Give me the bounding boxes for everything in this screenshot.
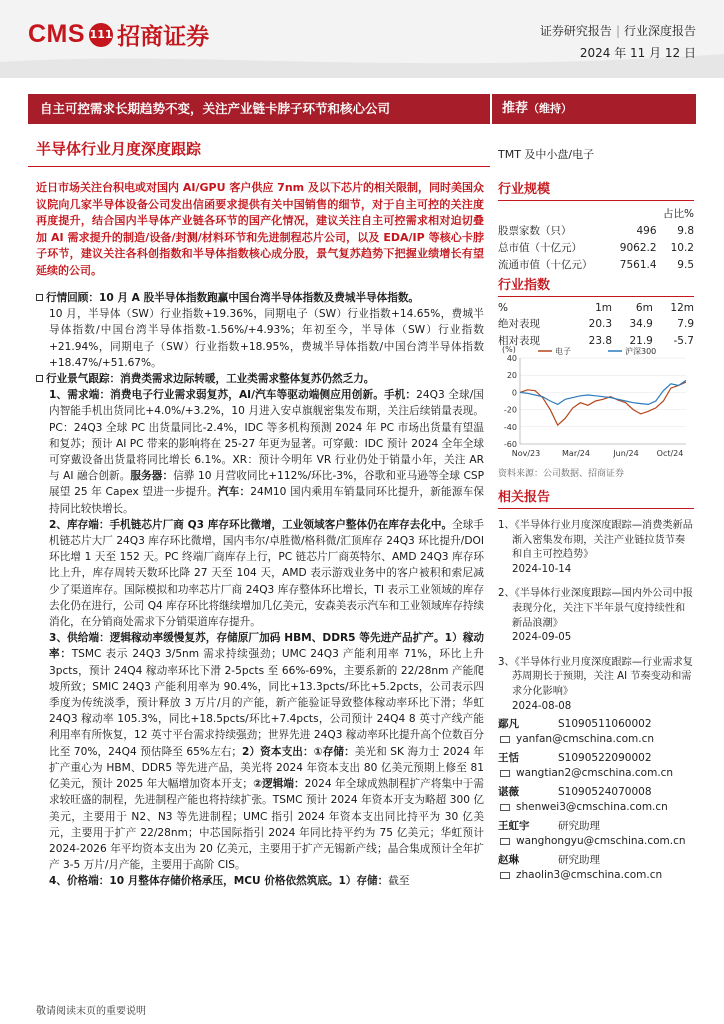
related-report-date: 2024-09-05 (512, 632, 572, 644)
analyst-entry (498, 853, 694, 883)
analyst-entry (498, 819, 694, 849)
index-header: % (498, 302, 508, 314)
scale-value: 7561.4 (619, 258, 657, 271)
square-bullet-icon (36, 294, 43, 301)
supply-paragraph (36, 630, 484, 873)
table-row (498, 315, 694, 332)
logo-mark-icon: 111 (89, 23, 113, 47)
analyst-entry (498, 717, 694, 747)
related-report-text: 2、《半导体行业深度跟踪—国内外公司中报表现分化，关注下半年景气度持续性和新品浪潮》 (498, 588, 693, 629)
related-report-text: 1、《半导体行业月度深度跟踪—消费类新品渐入密集发布期，关注产业链拉货节奏和自主可控趋势》 (498, 520, 693, 561)
index-label: 绝对表现 (498, 318, 540, 330)
table-row (498, 256, 694, 273)
table-header-row (498, 205, 694, 222)
section-market-review-text: 10 月，半导体（SW）行业指数+19.36%，同期电子（SW）行业指数+14.65%，费城半导体指数/中国台湾半导体指数-1.56%/+4.93%；年初至今，半导体（SW）行业指数+21.94%，同期电子（SW）行业指数+18.95%，费城半导体指数/中国台湾半导体指数+18.47%/+51.67%。 (49, 308, 484, 369)
chart-xtick-label: Jun/24 (613, 449, 639, 458)
capex-label: 2）资本支出：①存储： (242, 745, 355, 758)
chart-ylabel: (%) (502, 345, 516, 354)
inventory-head: 2、库存端：手机链芯片厂商 Q3 库存环比微增，工业领域客户整体仍在库存去化中。 (49, 518, 453, 531)
chart-series-line-0 (520, 382, 686, 425)
analyst-email[interactable]: yanfan@cmschina.com.cn (516, 733, 655, 745)
logo-cms-text: CMS (28, 20, 86, 48)
mail-icon (500, 872, 510, 879)
industry-scale (498, 178, 694, 273)
summary-paragraph: 近日市场关注台积电或对国内 AI/GPU 客户供应 7nm 及以下芯片的相关限制，同时美国众议院向几家半导体设备公司发出信函要求提供有关中国销售的细节，对于自主可控的关注度再度提升，结合国内半导体产业链各环节的国产化情况，建议关注自主可控需求相对迫切叠加 AI 需求提升的制造/设备/封测/材料环节和先进制程芯片公司，以及 EDA/IP 等核心卡脖子环节，建议关注各科创指数和半导体指数核心成分股，景气复苏趋势下把握业绩增长有望延续的公司。 (36, 181, 484, 277)
chart-legend-label: 电子 (555, 347, 571, 356)
related-reports-title: 相关报告 (498, 486, 694, 509)
section-prosperity (36, 371, 484, 387)
section-market-review-head: 行情回顾：10 月 A 股半导体指数跑赢中国台湾半导体指数及费城半导体指数。 (46, 292, 420, 304)
rating-label: 推荐 (502, 101, 529, 116)
report-type: 证券研究报告 (539, 24, 612, 38)
scale-label: 股票家数（只） (498, 225, 572, 237)
chart-ytick-label: -20 (503, 405, 517, 415)
scale-label: 流通市值（十亿元） (498, 259, 593, 271)
report-meta (540, 20, 696, 64)
industry-index (498, 274, 694, 349)
related-report-item[interactable] (498, 656, 694, 714)
logic-label: ②逻辑端： (253, 778, 305, 791)
report-date: 2024 年 11 月 12 日 (579, 46, 696, 60)
analyst-email[interactable]: wanghongyu@cmschina.com.cn (516, 835, 686, 847)
price-text: 截至 (388, 875, 410, 888)
analyst-email[interactable]: zhaolin3@cmschina.com.cn (516, 869, 663, 881)
utilization-label: 1）稼动率： (49, 632, 485, 661)
mail-icon (500, 736, 510, 743)
related-report-item[interactable] (498, 519, 694, 577)
phone-label: 手机： (383, 389, 417, 402)
scale-pct: 9.5 (677, 258, 694, 271)
demand-paragraph (36, 387, 484, 517)
page-subtitle: 半导体行业月度深度跟踪 (36, 140, 202, 158)
chart-ytick-label: 0 (511, 388, 517, 398)
industry-scale-title: 行业规模 (498, 178, 694, 201)
scale-value: 9062.2 (619, 241, 657, 254)
scale-label: 总市值（十亿元） (498, 242, 582, 254)
analyst-entry (498, 751, 694, 781)
analyst-list (498, 717, 694, 887)
logo-cn-text: 招商证券 (117, 23, 210, 50)
index-header: 6m (635, 302, 653, 314)
share-header: 占比% (663, 208, 694, 220)
inventory-text: 全球手机链芯片大厂 24Q3 库存环比微增，国内韦尔/卓胜微/格科微/汇顶库存 24Q3 环比提升/DOI 环比增 1 天至 152 天。PC 终端厂商库存上行，PC 链芯片厂商英特尔、AMD 24Q3 库存环比上升，库存周转天数环比降 27 天至 104 天，AMD 表示游戏业务中的客户被积和索尼减少了渠道库存。国际模拟和功率芯片厂商 24Q3 库存整体环比增长，TI 表示工业领域的库存去化仍在进行，公司 Q4 库存环比将继续增加几亿美元，安森美表示汽车和工业领域库存持续消化，在分销商处需求下分销渠道库存提升。 (49, 518, 485, 629)
report-title-banner: 自主可控需求长期趋势不变，关注产业链卡脖子环节和核心公司 (28, 94, 490, 124)
footer-disclaimer: 敬请阅读末页的重要说明 (36, 1006, 146, 1017)
industry-index-title: 行业指数 (498, 274, 694, 297)
chart-legend-label: 沪深300 (625, 347, 657, 356)
industry-index-table (498, 301, 694, 349)
analyst-name: 赵琳 (498, 854, 519, 866)
analyst-name: 王恬 (498, 752, 519, 764)
table-row (498, 239, 694, 256)
supply-text-a: TSMC 表示 24Q3 3/5nm 需求持续强劲；UMC 24Q3 产能利用率 71%，环比上升 3pcts，预计 24Q4 稼动率环比下滑 2-5pcts 至 66%-69%，主要系新的 22/28nm 产能爬坡所致；SMIC 24Q3 产能利用率为 90.4%，同比+13.3pcts/环比+5.2pcts，公司表示四季度为传统淡季，预计释放 3 万片/月的产能，新产能验证导致整体稼动率环比下滑；华虹 24Q3 稼动率 105.3%，同比+18.5pcts/环比+7.4pcts，公司预计 24Q4 8 英寸产线产能利用率有所恢复，12 英寸平台需求持续强劲；世界先进 24Q3 稼动率环比提升高个位数百分比至 70%，24Q4 预估降至 65%左右； (49, 648, 485, 758)
supply-head: 3、供给端：逻辑稼动率缓慢复苏，存储原厂加码 HBM、DDR5 等先进产品扩产。 (49, 632, 445, 645)
index-1m: 23.8 (588, 334, 613, 347)
chart-ytick-label: -40 (503, 422, 517, 432)
industry-scale-table (498, 205, 694, 273)
price-head: 4、价格端：10 月整体存储价格承压，MCU 价格依然筑底。 (49, 875, 339, 888)
related-report-item[interactable] (498, 587, 694, 645)
section-market-review (36, 290, 484, 306)
main-body (36, 290, 484, 890)
mail-icon (500, 838, 510, 845)
analyst-email[interactable]: shenwei3@cmschina.com.cn (516, 801, 668, 813)
report-kind: 行业深度报告 (623, 24, 696, 38)
sector-label: TMT 及中小盘/电子 (498, 148, 595, 161)
supply-text-b: 美光和 SK 海力士 2024 年扩产重心为 HBM、DDR5 等先进产品，美光将 2024 年资本支出 80 亿美元预期上修至 81 亿美元，预计 2025 年大幅增加资本开支； (49, 745, 484, 791)
section-prosperity-head: 行业景气跟踪：消费类需求边际转暖，工业类需求整体复苏仍然乏力。 (46, 373, 375, 386)
index-label: 相对表现 (498, 335, 540, 347)
subtitle-divider (28, 166, 490, 167)
auto-label: 汽车： (217, 486, 251, 499)
rating-banner (492, 94, 696, 124)
rating-note: （维持） (528, 102, 573, 115)
chart-xtick-label: Oct/24 (656, 449, 684, 458)
scale-pct: 10.2 (670, 241, 694, 254)
chart-ytick-label: 20 (506, 371, 517, 381)
analyst-id: S1090511060002 (558, 718, 652, 730)
server-label: 服务器： (130, 470, 174, 483)
related-report-date: 2024-10-14 (512, 563, 572, 575)
chart-ytick-label: 40 (506, 354, 517, 363)
mail-icon (500, 804, 510, 811)
analyst-name: 王虹宇 (498, 820, 530, 832)
chart-source: 资料来源：公司数据、招商证券 (498, 469, 625, 479)
analyst-name: 鄢凡 (498, 718, 519, 730)
related-report-text: 3、《半导体行业月度深度跟踪—行业需求复苏周期长于预期，关注 AI 节奏变动和需求分化影响》 (498, 656, 693, 697)
index-header: 12m (670, 302, 694, 314)
mail-icon (500, 770, 510, 777)
index-1m: 20.3 (588, 317, 613, 330)
chart-ytick-label: -60 (503, 440, 517, 449)
index-6m: 21.9 (629, 334, 653, 347)
analyst-entry (498, 785, 694, 815)
scale-pct: 9.8 (677, 224, 694, 237)
supply-text-c: 2024 年全球成熟制程扩产将集中于需求较旺盛的制程，先进制程产能也将持续扩张。TSMC 预计 2024 年资本开支为略超 300 亿美元，主要用于 N2、N3 等先进制程；UMC 指引 2024 年资本支出同比持平为 30 亿美元，主要用于扩产 22/28nm；中芯国际指引 2024 年同比持平约为 75 亿美元；华虹预计 2024-2026 年平均资本支出为 20 亿美元，主要用于扩产无锡新产线；晶合集成预计全年扩产 3-5 万片/月产能，主要用于高阶 CIS。 (49, 778, 484, 872)
meta-separator: | (615, 24, 620, 38)
analyst-name: 谌薇 (498, 786, 519, 798)
analyst-id: S1090524070008 (558, 786, 652, 798)
performance-chart (498, 344, 694, 462)
demand-text-c: 24M10 国内乘用车销量同环比提升，新能源车保持同比较快增长。 (49, 486, 485, 515)
demand-head: 1、需求端：消费电子行业需求弱复苏，AI/汽车等驱动端侧应用创新。 (49, 389, 384, 402)
chart-xtick-label: Mar/24 (562, 449, 590, 458)
analyst-id: 研究助理 (558, 854, 600, 866)
related-report-date: 2024-08-08 (512, 700, 572, 712)
inventory-paragraph (36, 517, 484, 630)
analyst-email[interactable]: wangtian2@cmschina.com.cn (516, 767, 674, 779)
index-6m: 34.9 (629, 317, 653, 330)
demand-text-b: 信骅 10 月营收同比+112%/环比-3%，谷歌和亚马逊等全球 CSP 展望 25 年 Capex 望进一步提升。 (49, 470, 485, 499)
index-header: 1m (595, 302, 613, 314)
index-12m: 7.9 (677, 317, 694, 330)
demand-text-a: 24Q3 全球/国内智能手机出货同比+4.0%/+3.2%，10 月进入安卓旗舰密集发布期，关注后续销量表现。PC：24Q3 全球 PC 出货量同比-2.4%，IDC 等多机构预测 2024 年 PC 市场出货量有望温和复苏；预计 AI PC 带来的影响将在 25-27 年更为显著。可穿戴：IDC 预计 2024 全年全球可穿戴设备出货量将同比增长 6.1%。XR：预计今明年 VR 行业仍处于销量小年，关注 AR 与 AI 融合创新。 (49, 389, 484, 483)
chart-xtick-label: Nov/23 (511, 449, 541, 458)
storage-label: 1）存储： (338, 875, 389, 888)
analyst-id: 研究助理 (558, 820, 600, 832)
square-bullet-icon (36, 375, 43, 382)
page-header (0, 0, 724, 78)
scale-value: 496 (636, 224, 657, 237)
table-header-row (498, 301, 694, 315)
table-row (498, 222, 694, 239)
cms-logo (28, 18, 209, 51)
price-paragraph (36, 873, 484, 889)
index-12m: -5.7 (673, 334, 694, 347)
related-reports (498, 486, 694, 714)
analyst-id: S1090522090002 (558, 752, 652, 764)
